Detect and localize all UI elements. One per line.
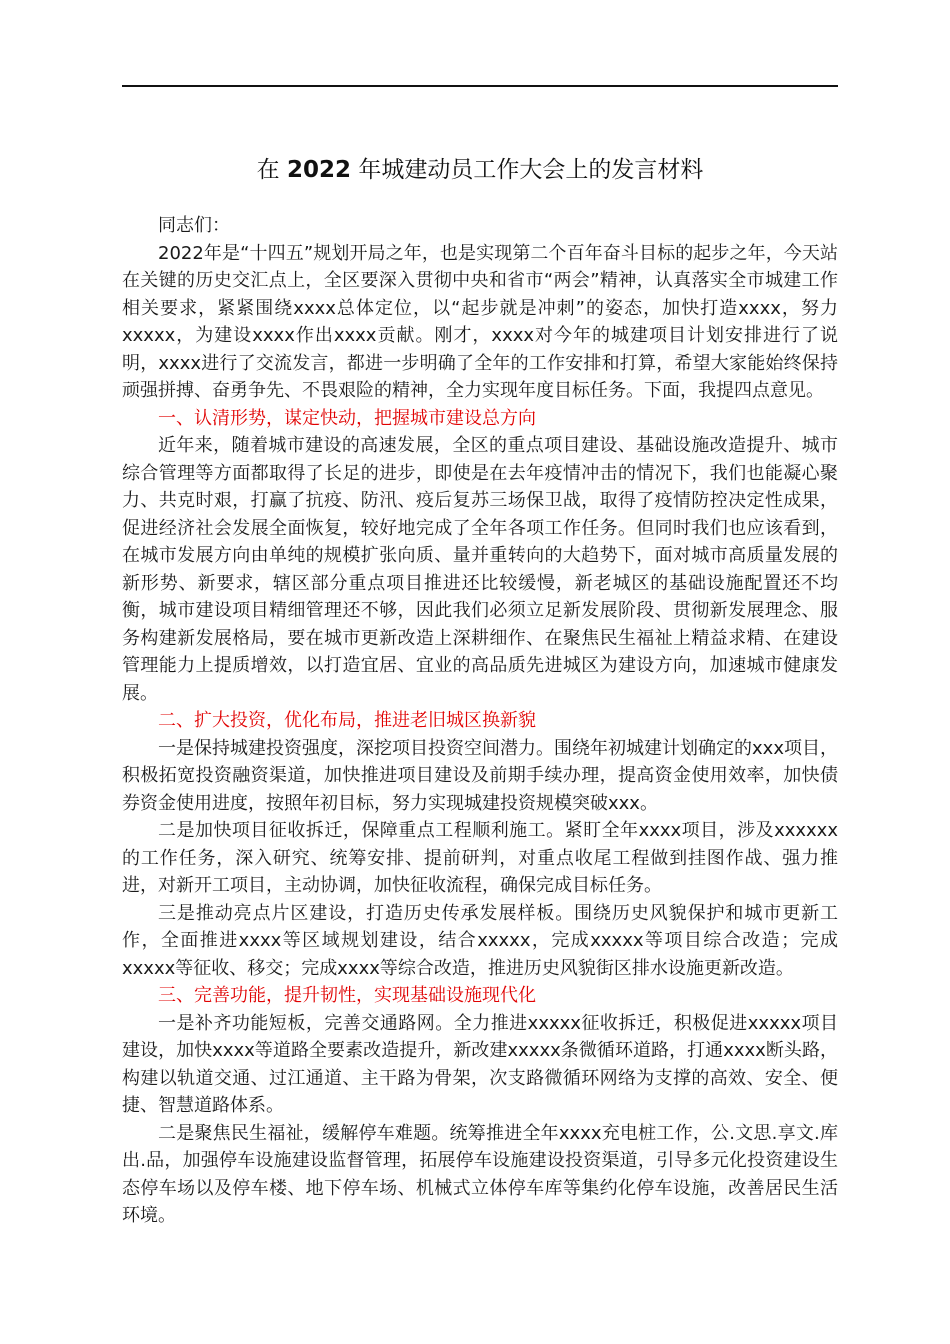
title-year: 2022 xyxy=(286,157,351,183)
section-2-paragraph-2: 二是加快项目征收拆迁，保障重点工程顺利施工。紧盯全年xxxx项目，涉及xxxxxx的工作任务，深入研究、统筹安排、提前研判，对重点收尾工程做到挂图作战、强力推进，对新开工项目，主动协调，加快征收流程，确保完成目标任务。 xyxy=(122,820,838,896)
section-1-heading: 一、认清形势，谋定快动，把握城市建设总方向 xyxy=(158,407,536,429)
section-2-heading: 二、扩大投资，优化布局，推进老旧城区换新貌 xyxy=(158,710,536,731)
document-title xyxy=(122,150,838,190)
title-suffix: 年城建动员工作大会上的发言材料 xyxy=(358,157,704,183)
greeting: 同志们： xyxy=(158,215,230,236)
header-rule xyxy=(122,85,838,87)
title-prefix: 在 xyxy=(256,157,280,183)
intro-paragraph: 2022年是“十四五”规划开局之年，也是实现第二个百年奋斗目标的起步之年，今天站在关键的历史交汇点上，全区要深入贯彻中央和省市“两会”精神，认真落实全市城建工作相关要求，紧紧围绕xxxx总体定位，以“起步就是冲刺”的姿态，加快打造xxxx，努力xxxxx，为建设xxxx作出xxxx贡献。刚才，xxxx对今年的城建项目计划安排进行了说明，xxxx进行了交流发言，都进一步明确了全年的工作安排和打算，希望大家能始终保持顽强拼搏、奋勇争先、不畏艰险的精神，全力实现年度目标任务。下面，我提四点意见。 xyxy=(122,242,838,401)
section-3-paragraph-1: 一是补齐功能短板，完善交通路网。全力推进xxxxx征收拆迁，积极促进xxxxx项目建设，加快xxxx等道路全要素改造提升，新改建xxxxx条微循环道路，打通xxxx断头路，构建以轨道交通、过江通道、主干路为骨架，次支路微循环网络为支撑的高效、安全、便捷、智慧道路体系。 xyxy=(122,1012,838,1116)
section-1-paragraph-1: 近年来，随着城市建设的高速发展，全区的重点项目建设、基础设施改造提升、城市综合管理等方面都取得了长足的进步，即使是在去年疫情冲击的情况下，我们也能凝心聚力、共克时艰，打赢了抗疫、防汛、疫后复苏三场保卫战，取得了疫情防控决定性成果，促进经济社会发展全面恢复，较好地完成了全年各项工作任务。但同时我们也应该看到，在城市发展方向由单纯的规模扩张向质、量并重转向的大趋势下，面对城市高质量发展的新形势、新要求，辖区部分重点项目推进还比较缓慢，新老城区的基础设施配置还不均衡，城市建设项目精细管理还不够，因此我们必须立足新发展阶段、贯彻新发展理念、服务构建新发展格局，要在城市更新改造上深耕细作、在聚焦民生福祉上精益求精、在建设管理能力上提质增效，以打造宜居、宜业的高品质先进城区为建设方向，加速城市健康发展。 xyxy=(122,435,838,704)
document-body xyxy=(122,212,838,1230)
section-2-paragraph-3: 三是推动亮点片区建设，打造历史传承发展样板。围绕历史风貌保护和城市更新工作，全面推进xxxx等区域规划建设，结合xxxxx，完成xxxxx等项目综合改造；完成xxxxx等征收、移交；完成xxxx等综合改造，推进历史风貌街区排水设施更新改造。 xyxy=(122,902,838,979)
section-3-heading: 三、完善功能，提升韧性，实现基础设施现代化 xyxy=(158,985,536,1006)
section-2-paragraph-1: 一是保持城建投资强度，深挖项目投资空间潜力。围绕年初城建计划确定的xxx项目，积极拓宽投资融资渠道，加快推进项目建设及前期手续办理，提高资金使用效率，加快债券资金使用进度，按照年初目标，努力实现城建投资规模突破xxx。 xyxy=(122,737,838,814)
section-3-paragraph-2: 二是聚焦民生福祉，缓解停车难题。统筹推进全年xxxx充电桩工作，公.文思.享文.库出.品，加强停车设施建设监督管理，拓展停车设施建设投资渠道，引导多元化投资建设生态停车场以及停车楼、地下停车场、机械式立体停车库等集约化停车设施，改善居民生活环境。 xyxy=(122,1122,838,1226)
